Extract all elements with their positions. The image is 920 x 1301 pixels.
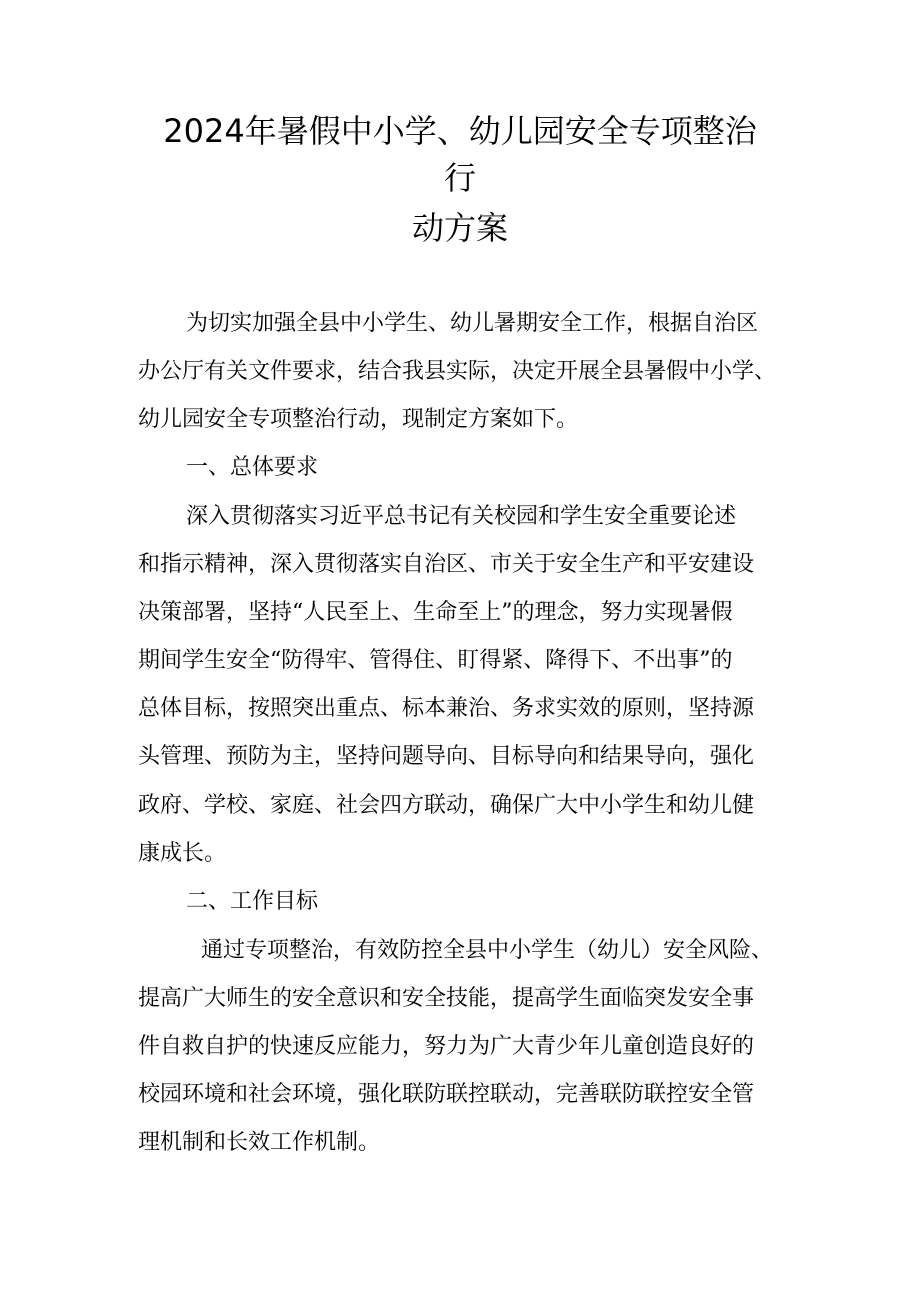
section-heading-2: 二、工作目标	[186, 889, 319, 914]
title-line-3: 动方案	[411, 209, 508, 247]
intro-line: 幼儿园安全专项整治行动，现制定方案如下。	[138, 407, 579, 432]
section1-line: 和指示精神，深入贯彻落实自治区、市关于安全生产和平安建设	[138, 552, 755, 577]
section2-line: 提高广大师生的安全意识和安全技能，提高学生面临突发安全事	[138, 986, 755, 1011]
section-heading-1: 一、总体要求	[186, 455, 319, 480]
title-line-2: 行	[443, 159, 476, 197]
section1-line: 总体目标，按照突出重点、标本兼治、务求实效的原则，坚持源	[138, 696, 755, 721]
section1-line: 头管理、预防为主，坚持问题导向、目标导向和结果导向，强化	[138, 744, 755, 769]
section1-line: 期间学生安全“防得牢、管得住、盯得紧、降得下、不出事”的	[138, 648, 733, 673]
section2-line: 理机制和长效工作机制。	[138, 1130, 381, 1155]
section2-line: 件自救自护的快速反应能力，努力为广大青少年儿童创造良好的	[138, 1034, 755, 1059]
section1-line: 康成长。	[138, 841, 227, 866]
intro-line: 为切实加强全县中小学生、幼儿暑期安全工作，根据自治区	[186, 311, 759, 336]
title-line-1: 2024年暑假中小学、幼儿园安全专项整治	[163, 112, 757, 150]
section2-line: 通过专项整治，有效防控全县中小学生（幼儿）安全风险、	[201, 938, 774, 963]
section1-line: 政府、学校、家庭、社会四方联动，确保广大中小学生和幼儿健	[138, 793, 755, 818]
section1-line: 决策部署，坚持“人民至上、生命至上”的理念，努力实现暑假	[138, 600, 733, 625]
section1-line: 深入贯彻落实习近平总书记有关校园和学生安全重要论述	[186, 504, 737, 529]
section2-line: 校园环境和社会环境，强化联防联控联动，完善联防联控安全管	[138, 1082, 755, 1107]
intro-line: 办公厅有关文件要求，结合我县实际，决定开展全县暑假中小学、	[138, 359, 777, 384]
